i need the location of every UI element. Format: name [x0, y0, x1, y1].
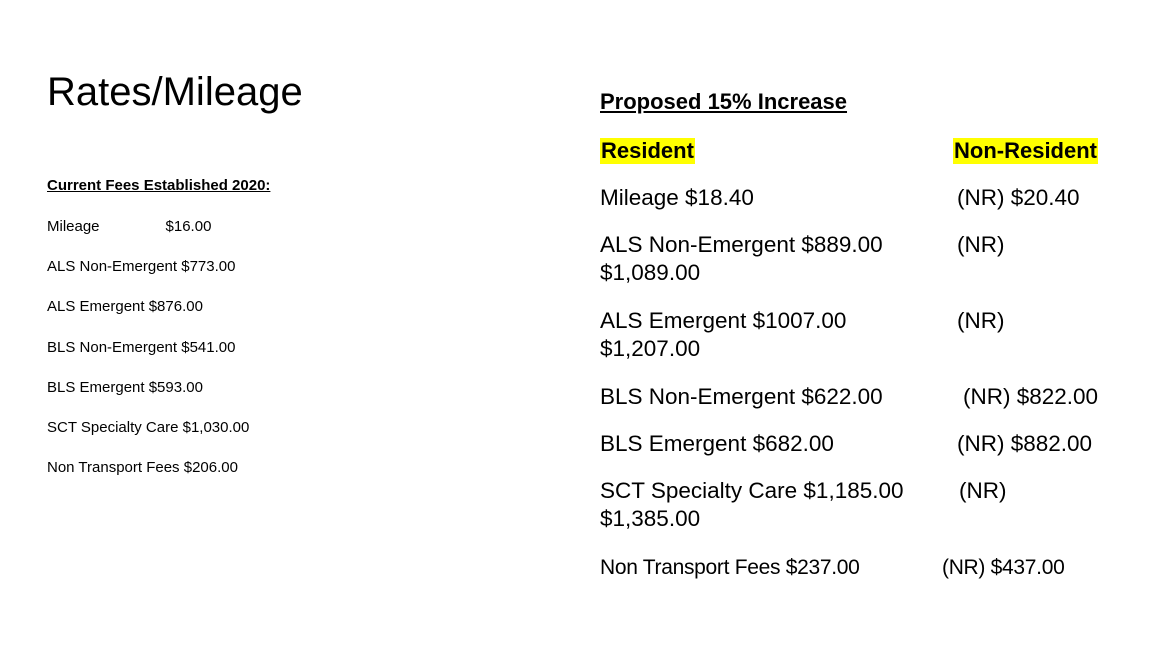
- slide-title: Rates/Mileage: [47, 70, 303, 114]
- current-fees-heading: Current Fees Established 2020:: [47, 177, 271, 194]
- current-fee-item: SCT Specialty Care $1,030.00: [47, 418, 250, 436]
- proposed-nonresident-rate: (NR) $822.00: [963, 384, 1099, 409]
- proposed-nonresident-amount: $1,207.00: [600, 336, 701, 361]
- current-fee-item: ALS Non-Emergent $773.00: [47, 258, 236, 276]
- current-fee-item-mileage: [47, 217, 249, 257]
- current-fee-item: BLS Emergent $593.00: [47, 378, 203, 396]
- proposed-nonresident-rate: (NR): [959, 478, 1007, 503]
- proposed-resident-rate: BLS Non-Emergent $622.00: [600, 384, 883, 409]
- nonresident-label: Non-Resident: [954, 138, 1097, 163]
- current-fee-item: ALS Emergent $876.00: [47, 298, 203, 316]
- current-fee-item: Non Transport Fees $206.00: [47, 459, 238, 477]
- proposed-nonresident-rate: (NR): [957, 308, 1005, 333]
- proposed-nonresident-rate: (NR): [957, 232, 1005, 257]
- current-mileage-label: Mileage: [47, 218, 100, 235]
- current-fee-item: BLS Non-Emergent $541.00: [47, 338, 236, 356]
- proposed-nonresident-rate: (NR) $882.00: [957, 431, 1093, 456]
- proposed-resident-rate: SCT Specialty Care $1,185.00: [600, 478, 904, 503]
- proposed-nonresident-rate: (NR) $437.00: [942, 556, 1065, 579]
- resident-label: Resident: [601, 138, 694, 163]
- proposed-resident-rate: Mileage $18.40: [600, 185, 754, 210]
- proposed-nonresident-amount: $1,089.00: [600, 260, 701, 285]
- proposed-resident-rate: Non Transport Fees $237.00: [600, 556, 860, 579]
- current-fees-list: [47, 217, 249, 498]
- proposed-nonresident-amount: $1,385.00: [600, 506, 701, 531]
- current-mileage-value: $16.00: [165, 218, 212, 235]
- proposed-resident-rate: ALS Emergent $1007.00: [600, 308, 847, 333]
- proposed-resident-rate: BLS Emergent $682.00: [600, 431, 834, 456]
- proposed-heading: Proposed 15% Increase: [600, 89, 848, 114]
- proposed-nonresident-rate: (NR) $20.40: [957, 185, 1080, 210]
- proposed-resident-rate: ALS Non-Emergent $889.00: [600, 232, 883, 257]
